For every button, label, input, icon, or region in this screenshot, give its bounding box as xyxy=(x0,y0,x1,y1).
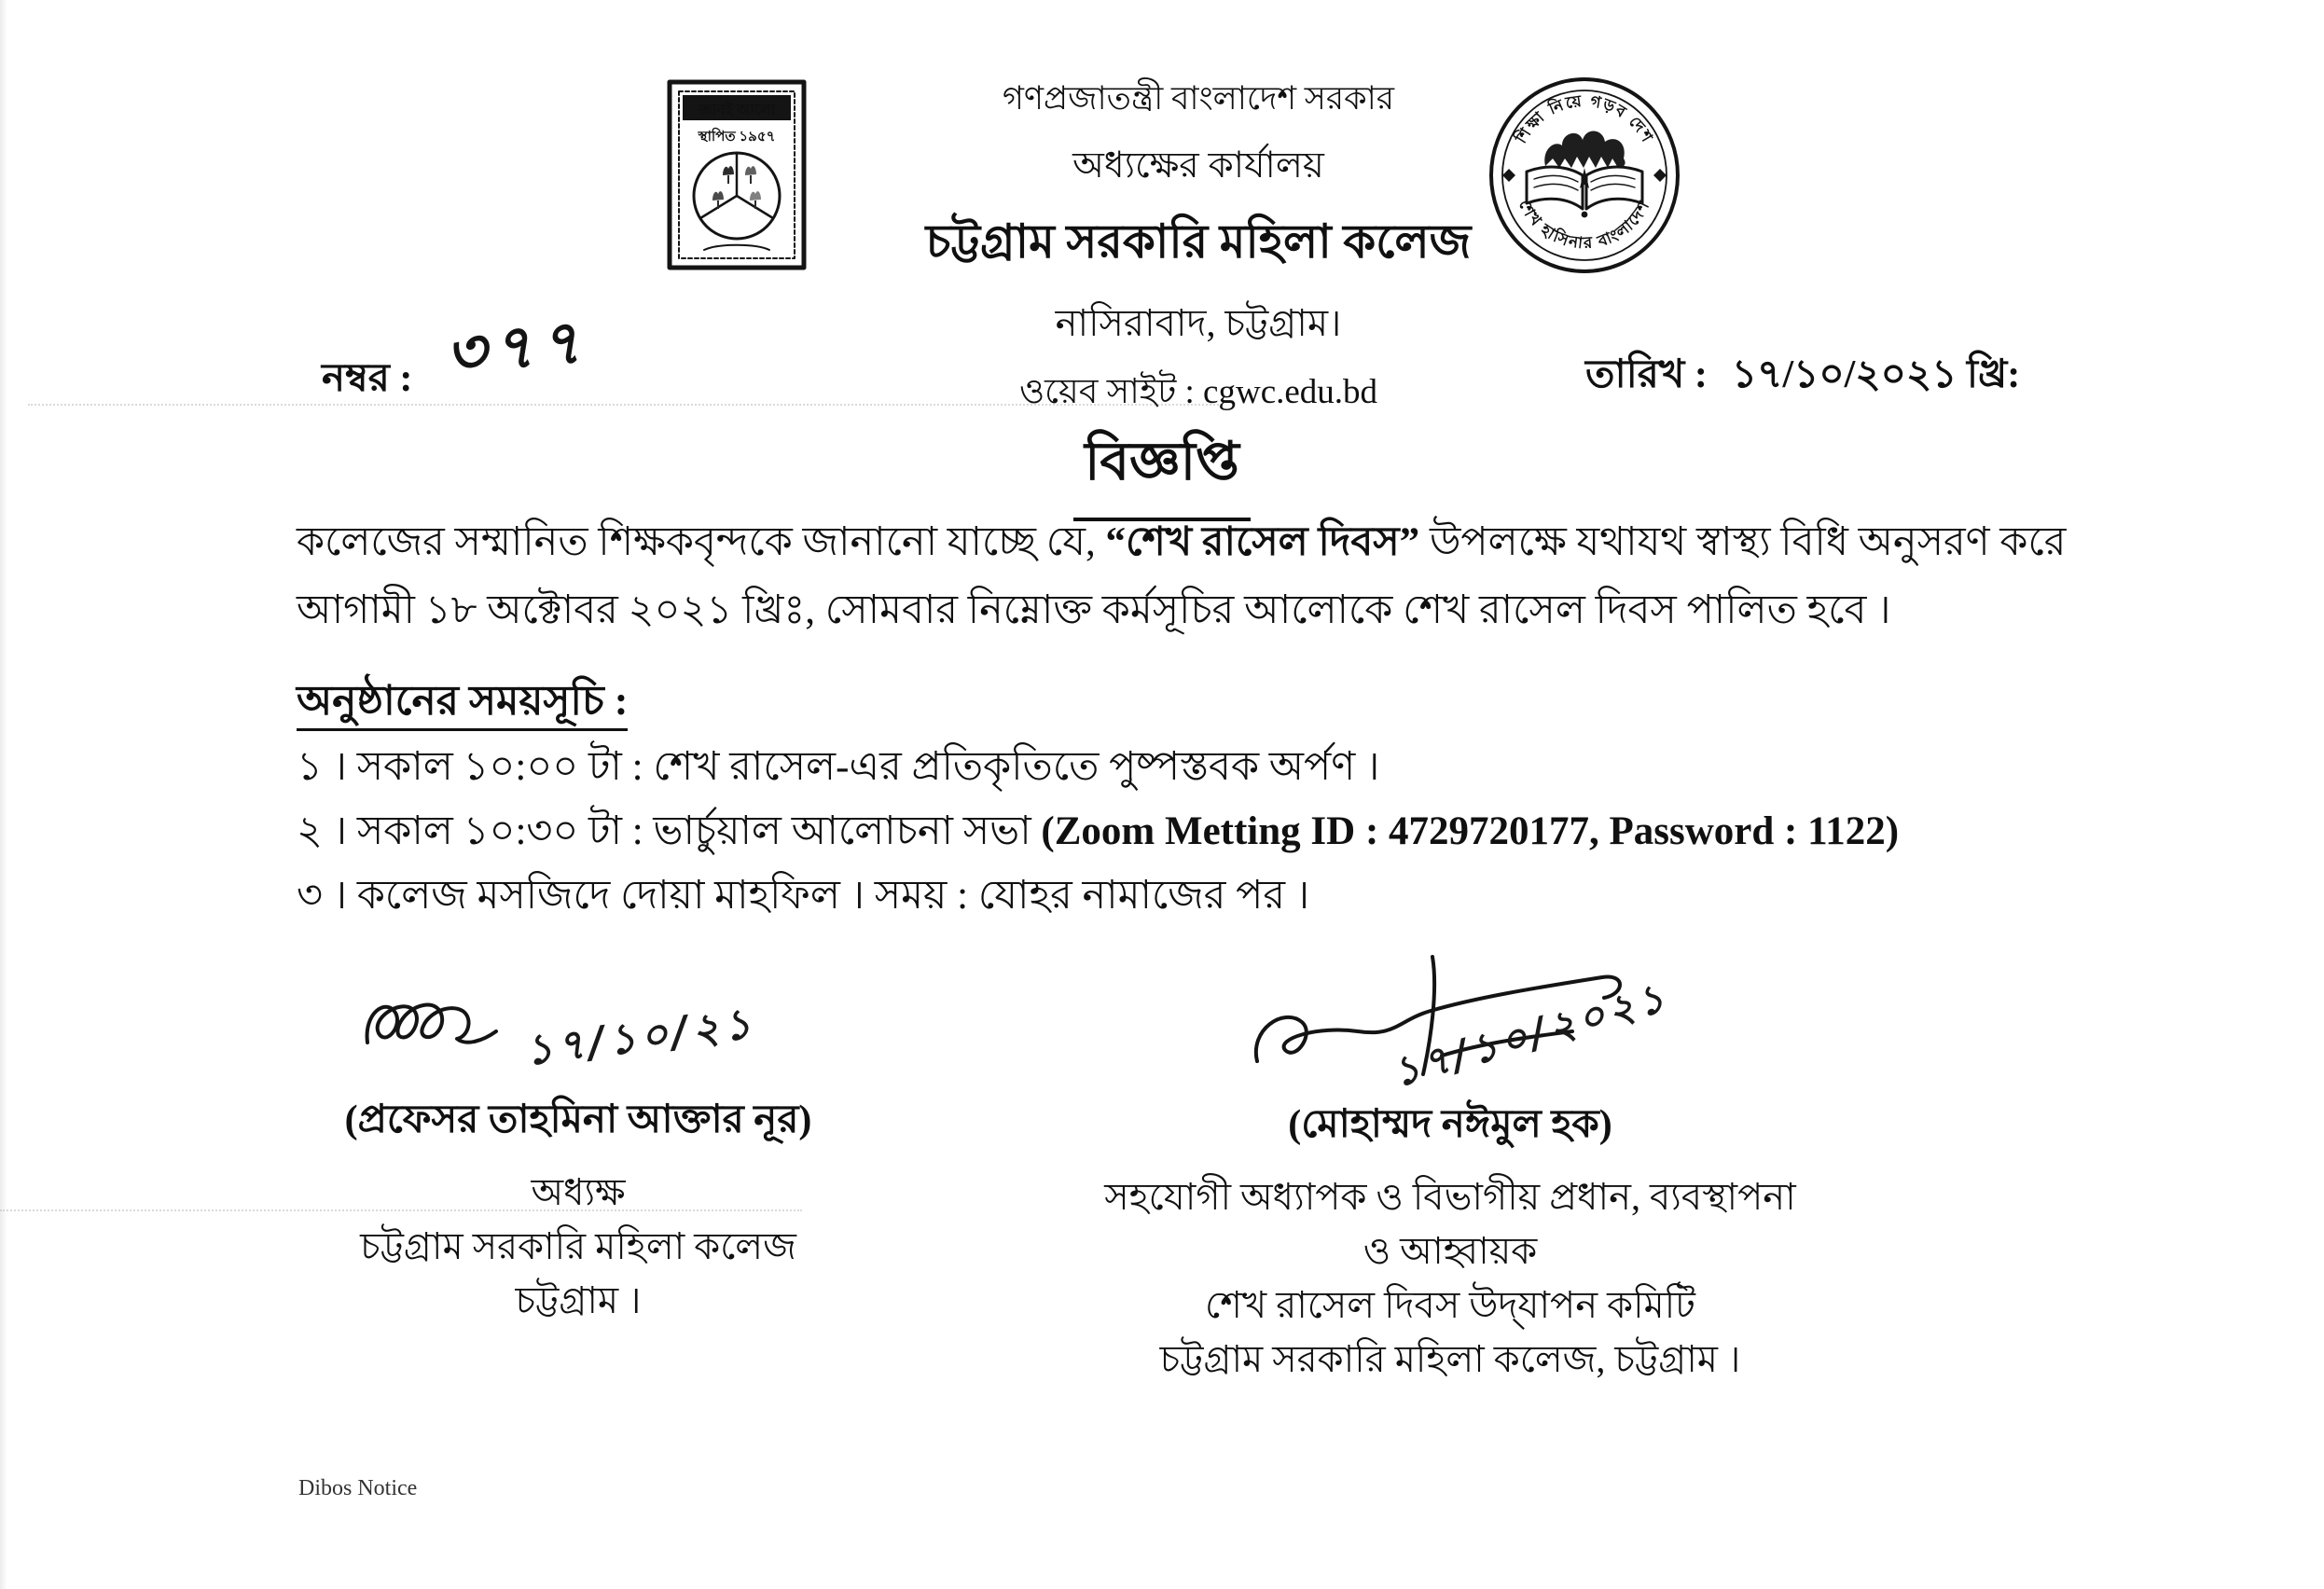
principal-signature xyxy=(275,977,881,1085)
paragraph-text: কলেজের সম্মানিত শিক্ষকবৃন্দকে জানানো যাচ্ছে যে, xyxy=(297,520,1106,564)
schedule-heading: অনুষ্ঠানের সময়সূচি : xyxy=(297,670,628,738)
date-row xyxy=(1585,343,2020,409)
college-emblem xyxy=(667,79,807,270)
open-book-icon xyxy=(1527,167,1642,217)
diamond-icon xyxy=(1653,169,1667,182)
signature-block-principal xyxy=(275,977,881,1328)
schedule-item-2: ২ । সকাল ১০:৩০ টা : ভার্চুয়াল আলোচনা সভা (Zoom Metting ID : 4729720177, Password : 1122) xyxy=(297,809,1900,853)
scan-edge-artifact xyxy=(0,0,7,1589)
college-emblem-graphic xyxy=(667,79,807,270)
convener-signature xyxy=(1049,951,1851,1098)
government-seal xyxy=(1486,75,1683,277)
notice-body-paragraph xyxy=(297,508,2096,644)
zoom-meeting-info: (Zoom Metting ID : 4729720177, Password : 1122) xyxy=(1041,809,1900,853)
footer-note: Dibos Notice xyxy=(298,1476,418,1500)
date-label: তারিখ : xyxy=(1585,353,1708,396)
seal-bottom-text: শেখ হাসিনার বাংলাদেশ xyxy=(1515,196,1653,253)
convener-name: (মোহাম্মদ নঈমুল হক) xyxy=(1288,1103,1612,1146)
government-line: গণপ্রজাতন্ত্রী বাংলাদেশ সরকার xyxy=(1002,80,1395,117)
letterhead xyxy=(802,73,1595,422)
website-line: ওয়েব সাইট : cgwc.edu.bd xyxy=(1018,373,1378,411)
government-seal-graphic xyxy=(1486,75,1683,277)
paragraph-bold-phrase: “শেখ রাসেল দিবস” xyxy=(1105,520,1420,564)
office-line: অধ্যক্ষের কার্যালয় xyxy=(1072,145,1324,186)
address-line: নাসিরাবাদ, চট্টগ্রাম। xyxy=(1055,302,1342,344)
schedule-list xyxy=(297,744,1899,937)
emblem-established-text: স্থাপিত ১৯৫৭ xyxy=(698,130,776,145)
schedule-item-3: ৩ । কলেজ মসজিদে দোয়া মাহফিল । সময় : যোহর নামাজের পর । xyxy=(297,874,1310,918)
crowd-icon xyxy=(1544,131,1625,168)
signature-block-convener xyxy=(1049,951,1851,1387)
seal-top-text: শিক্ষা নিয়ে গড়ব দেশ xyxy=(1512,91,1657,146)
diamond-icon xyxy=(1502,169,1515,182)
college-name: চট্টগ্রাম সরকারি মহিলা কলেজ xyxy=(925,215,1472,268)
principal-signature-date: ১৭/১০/২১ xyxy=(522,998,759,1075)
emblem-banner-text: জ্ঞানই আলো xyxy=(698,103,776,118)
convener-designation: সহযোগী অধ্যাপক ও বিভাগীয় প্রধান, ব্যবস্থাপনা ও আহ্বায়ক শেখ রাসেল দিবস উদ্‌যাপন কমিটি চট্টগ্রাম সরকারি মহিলা কলেজ, চট্টগ্রাম । xyxy=(1104,1176,1796,1380)
title-row xyxy=(0,421,2324,521)
memo-number-label: নম্বর : xyxy=(322,357,413,400)
notice-title: বিজ্ঞপ্তি xyxy=(1073,421,1251,521)
paragraph-text: উপলক্ষে যথাযথ স্বাস্থ্য বিধি অনুসরণ করে আগামী ১৮ অক্টোবর ২০২১ খ্রিঃ, সোমবার নিম্নোক্ত কর্মসূচির আলোকে শেখ রাসেল দিবস পালিত হবে । xyxy=(297,520,2067,632)
principal-designation: অধ্যক্ষ চট্টগ্রাম সরকারি মহিলা কলেজ চট্টগ্রাম । xyxy=(360,1171,796,1321)
memo-number-handwritten: ৩৭৭ xyxy=(442,305,591,390)
schedule-item-1: ১ । সকাল ১০:০০ টা : শেখ রাসেল-এর প্রতিকৃতিতে পুষ্পস্তবক অর্পণ । xyxy=(297,745,1380,789)
principal-name: (প্রফেসর তাহমিনা আক্তার নূর) xyxy=(344,1098,812,1141)
date-value: ১৭/১০/২০২১ খ্রি: xyxy=(1731,353,2021,396)
convener-signature-date: ১৭/১০/২০২১ xyxy=(1388,974,1674,1098)
